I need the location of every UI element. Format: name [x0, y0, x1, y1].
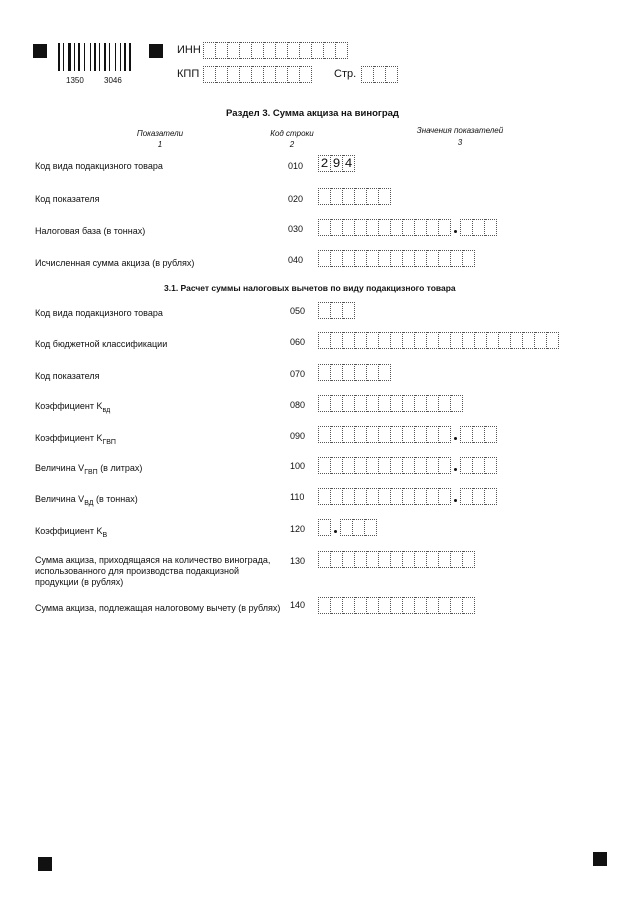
input-cell[interactable] — [391, 332, 403, 349]
input-cell[interactable] — [361, 66, 374, 83]
page-number-field[interactable] — [361, 66, 398, 83]
input-cell[interactable] — [391, 219, 403, 236]
input-cell[interactable] — [379, 488, 391, 505]
input-cell[interactable] — [391, 426, 403, 443]
input-cell[interactable] — [403, 395, 415, 412]
input-cell[interactable]: 2 — [318, 155, 331, 172]
input-cell[interactable] — [460, 488, 473, 505]
input-cell[interactable] — [331, 457, 343, 474]
input-cell[interactable] — [415, 250, 427, 267]
input-cell[interactable] — [379, 332, 391, 349]
decimal-point — [451, 457, 460, 474]
input-cell[interactable] — [391, 395, 403, 412]
input-cell[interactable] — [439, 395, 451, 412]
input-cell[interactable] — [403, 597, 415, 614]
input-cell[interactable] — [379, 219, 391, 236]
input-cell[interactable] — [439, 332, 451, 349]
input-cell[interactable] — [439, 219, 451, 236]
registration-marker-bottom-left — [38, 857, 52, 871]
input-cell[interactable] — [427, 457, 439, 474]
input-cell[interactable] — [355, 364, 367, 381]
input-cell[interactable] — [367, 332, 379, 349]
column-header-values: Значения показателей — [416, 126, 504, 135]
inn-field[interactable] — [203, 42, 348, 59]
input-cell[interactable] — [427, 597, 439, 614]
input-cell[interactable] — [343, 219, 355, 236]
input-cell[interactable] — [367, 364, 379, 381]
input-cell[interactable] — [367, 488, 379, 505]
input-cell[interactable] — [391, 250, 403, 267]
input-cell[interactable] — [318, 250, 331, 267]
row-020-field[interactable] — [318, 188, 391, 205]
row-080-field[interactable] — [318, 395, 463, 412]
column-number-2: 2 — [289, 140, 295, 149]
kpp-label: КПП — [177, 68, 200, 80]
decimal-point — [451, 488, 460, 505]
input-cell[interactable] — [216, 66, 228, 83]
decimal-point — [451, 426, 460, 443]
input-cell[interactable] — [439, 551, 451, 568]
input-cell[interactable] — [331, 332, 343, 349]
row-070-code: 070 — [290, 369, 306, 379]
input-cell[interactable] — [415, 551, 427, 568]
input-cell[interactable] — [355, 395, 367, 412]
input-cell[interactable] — [379, 364, 391, 381]
input-cell[interactable] — [203, 66, 216, 83]
row-130-label: Сумма акциза, приходящаяся на количество винограда, использованного для производства подакцизной продукции (в рублях) — [35, 555, 271, 587]
row-060-label: Код бюджетной классификации — [35, 339, 168, 349]
row-090-label: Коэффициент $K_{ГВП}$ — [35, 433, 116, 446]
input-cell[interactable] — [318, 519, 331, 536]
row-090-code: 090 — [290, 431, 306, 441]
input-cell[interactable] — [451, 551, 463, 568]
row-100-label: Величина $V_{ГВП}$ (в литрах) — [35, 463, 143, 476]
input-cell[interactable] — [318, 457, 331, 474]
input-cell[interactable] — [460, 219, 473, 236]
input-cell[interactable] — [331, 250, 343, 267]
input-cell[interactable] — [343, 364, 355, 381]
input-cell[interactable] — [355, 188, 367, 205]
kpp-field[interactable] — [203, 66, 312, 83]
row-070-field[interactable] — [318, 364, 391, 381]
row-060-code: 060 — [290, 337, 306, 347]
row-040-code: 040 — [288, 255, 304, 265]
input-cell[interactable] — [485, 457, 497, 474]
input-cell[interactable] — [240, 66, 252, 83]
input-cell[interactable] — [343, 551, 355, 568]
input-cell[interactable] — [403, 551, 415, 568]
input-cell[interactable] — [511, 332, 523, 349]
input-cell[interactable] — [415, 597, 427, 614]
input-cell[interactable] — [288, 66, 300, 83]
input-cell[interactable] — [451, 395, 463, 412]
input-cell[interactable] — [473, 488, 485, 505]
input-cell[interactable] — [391, 551, 403, 568]
input-cell[interactable] — [415, 332, 427, 349]
input-cell[interactable] — [391, 488, 403, 505]
row-110-field[interactable] — [318, 488, 497, 505]
input-cell[interactable] — [203, 42, 216, 59]
input-cell[interactable] — [374, 66, 386, 83]
input-cell[interactable] — [343, 457, 355, 474]
input-cell[interactable] — [355, 250, 367, 267]
input-cell[interactable] — [367, 597, 379, 614]
registration-marker-bottom-right — [593, 852, 607, 866]
input-cell[interactable] — [379, 250, 391, 267]
input-cell[interactable] — [252, 42, 264, 59]
input-cell[interactable] — [318, 488, 331, 505]
input-cell[interactable] — [318, 551, 331, 568]
input-cell[interactable] — [318, 332, 331, 349]
input-cell[interactable] — [343, 597, 355, 614]
input-cell[interactable] — [331, 395, 343, 412]
row-070-label: Код показателя — [35, 371, 100, 381]
row-040-label: Исчисленная сумма акциза (в рублях) — [35, 258, 195, 268]
input-cell[interactable] — [439, 250, 451, 267]
row-140-label: Сумма акциза, подлежащая налоговому вычету (в рублях) — [35, 603, 281, 613]
input-cell[interactable] — [318, 426, 331, 443]
input-cell[interactable] — [312, 42, 324, 59]
barcode-number-1: 1350 — [66, 76, 84, 85]
input-cell[interactable] — [473, 457, 485, 474]
input-cell[interactable] — [403, 219, 415, 236]
input-cell[interactable] — [324, 42, 336, 59]
input-cell[interactable] — [367, 219, 379, 236]
input-cell[interactable] — [379, 188, 391, 205]
input-cell[interactable] — [331, 551, 343, 568]
input-cell[interactable]: 4 — [343, 155, 355, 172]
input-cell[interactable] — [403, 332, 415, 349]
input-cell[interactable] — [415, 426, 427, 443]
input-cell[interactable] — [439, 426, 451, 443]
row-130-code: 130 — [290, 556, 306, 566]
input-cell[interactable] — [331, 364, 343, 381]
input-cell[interactable] — [355, 597, 367, 614]
input-cell[interactable] — [365, 519, 377, 536]
registration-marker-top-left — [33, 44, 47, 58]
barcode-number-2: 3046 — [104, 76, 122, 85]
input-cell[interactable] — [367, 250, 379, 267]
input-cell[interactable] — [427, 426, 439, 443]
input-cell[interactable] — [228, 66, 240, 83]
input-cell[interactable] — [276, 42, 288, 59]
row-030-code: 030 — [288, 224, 304, 234]
input-cell[interactable] — [228, 42, 240, 59]
input-cell[interactable] — [379, 551, 391, 568]
input-cell[interactable] — [355, 551, 367, 568]
input-cell[interactable] — [473, 426, 485, 443]
input-cell[interactable] — [499, 332, 511, 349]
input-cell[interactable] — [451, 597, 463, 614]
input-cell[interactable] — [343, 250, 355, 267]
page-label: Стр. — [334, 68, 357, 80]
input-cell[interactable] — [415, 488, 427, 505]
input-cell[interactable] — [367, 395, 379, 412]
row-010-field[interactable] — [318, 155, 355, 172]
input-cell[interactable] — [379, 597, 391, 614]
input-cell[interactable] — [487, 332, 499, 349]
row-140-code: 140 — [290, 600, 306, 610]
row-040-field[interactable] — [318, 250, 475, 267]
input-cell[interactable] — [343, 302, 355, 319]
row-130-field[interactable] — [318, 551, 475, 568]
input-cell[interactable] — [343, 488, 355, 505]
row-010-label: Код вида подакцизного товара — [35, 161, 163, 171]
section-3-1-title: 3.1. Расчет суммы налоговых вычетов по виду подакцизного товара — [164, 283, 456, 293]
registration-marker-top-middle — [149, 44, 163, 58]
input-cell[interactable] — [367, 551, 379, 568]
row-030-label: Налоговая база (в тоннах) — [35, 226, 146, 236]
input-cell[interactable] — [276, 66, 288, 83]
input-cell[interactable] — [523, 332, 535, 349]
row-120-code: 120 — [290, 524, 306, 534]
input-cell[interactable] — [318, 188, 331, 205]
input-cell[interactable] — [331, 219, 343, 236]
input-cell[interactable] — [318, 364, 331, 381]
input-cell[interactable] — [427, 332, 439, 349]
input-cell[interactable] — [439, 488, 451, 505]
input-cell[interactable] — [427, 488, 439, 505]
row-140-field[interactable] — [318, 597, 475, 614]
input-cell[interactable] — [367, 457, 379, 474]
row-060-field[interactable] — [318, 332, 559, 349]
input-cell[interactable] — [355, 426, 367, 443]
input-cell[interactable] — [485, 488, 497, 505]
column-header-indicators: Показатели — [136, 129, 184, 138]
row-110-code: 110 — [290, 492, 305, 502]
input-cell[interactable] — [300, 42, 312, 59]
input-cell[interactable] — [331, 488, 343, 505]
input-cell[interactable] — [355, 332, 367, 349]
input-cell[interactable] — [415, 219, 427, 236]
input-cell[interactable] — [460, 426, 473, 443]
input-cell[interactable] — [485, 426, 497, 443]
input-cell[interactable] — [336, 42, 348, 59]
input-cell[interactable] — [427, 250, 439, 267]
input-cell[interactable] — [353, 519, 365, 536]
input-cell[interactable] — [300, 66, 312, 83]
input-cell[interactable] — [318, 597, 331, 614]
row-050-code: 050 — [290, 306, 306, 316]
input-cell[interactable] — [403, 426, 415, 443]
input-cell[interactable] — [318, 395, 331, 412]
input-cell[interactable] — [535, 332, 547, 349]
input-cell[interactable] — [451, 250, 463, 267]
input-cell[interactable]: 9 — [331, 155, 343, 172]
input-cell[interactable] — [403, 488, 415, 505]
row-100-field[interactable] — [318, 457, 497, 474]
input-cell[interactable] — [463, 597, 475, 614]
input-cell[interactable] — [547, 332, 559, 349]
input-cell[interactable] — [460, 457, 473, 474]
input-cell[interactable] — [343, 188, 355, 205]
input-cell[interactable] — [451, 332, 463, 349]
input-cell[interactable] — [473, 219, 485, 236]
input-cell[interactable] — [463, 332, 475, 349]
input-cell[interactable] — [264, 42, 276, 59]
input-cell[interactable] — [343, 332, 355, 349]
input-cell[interactable] — [343, 395, 355, 412]
row-120-label: Коэффициент $K_В$ — [35, 526, 108, 539]
barcode — [58, 43, 132, 77]
row-050-label: Код вида подакцизного товара — [35, 308, 163, 318]
row-030-field[interactable] — [318, 219, 497, 236]
decimal-point — [331, 519, 340, 536]
input-cell[interactable] — [318, 219, 331, 236]
input-cell[interactable] — [355, 488, 367, 505]
decimal-point — [451, 219, 460, 236]
input-cell[interactable] — [427, 219, 439, 236]
input-cell[interactable] — [403, 457, 415, 474]
row-090-field[interactable] — [318, 426, 497, 443]
input-cell[interactable] — [463, 250, 475, 267]
input-cell[interactable] — [379, 426, 391, 443]
input-cell[interactable] — [288, 42, 300, 59]
input-cell[interactable] — [331, 426, 343, 443]
input-cell[interactable] — [331, 597, 343, 614]
row-110-label: Величина $V_{ВД}$ (в тоннах) — [35, 494, 138, 507]
input-cell[interactable] — [379, 457, 391, 474]
input-cell[interactable] — [391, 457, 403, 474]
input-cell[interactable] — [367, 188, 379, 205]
input-cell[interactable] — [391, 597, 403, 614]
row-080-label: Коэффициент $K_{вд}$ — [35, 401, 111, 414]
input-cell[interactable] — [318, 302, 331, 319]
section-3-title: Раздел 3. Сумма акциза на виноград — [226, 108, 399, 119]
input-cell[interactable] — [331, 302, 343, 319]
input-cell[interactable] — [240, 42, 252, 59]
row-020-code: 020 — [288, 194, 304, 204]
input-cell[interactable] — [439, 597, 451, 614]
row-080-code: 080 — [290, 400, 306, 410]
input-cell[interactable] — [216, 42, 228, 59]
input-cell[interactable] — [252, 66, 264, 83]
input-cell[interactable] — [367, 426, 379, 443]
input-cell[interactable] — [403, 250, 415, 267]
input-cell[interactable] — [415, 457, 427, 474]
column-header-line-code: Код строки — [270, 129, 314, 138]
row-020-label: Код показателя — [35, 194, 100, 204]
input-cell[interactable] — [463, 551, 475, 568]
input-cell[interactable] — [355, 219, 367, 236]
input-cell[interactable] — [386, 66, 398, 83]
input-cell[interactable] — [475, 332, 487, 349]
input-cell[interactable] — [485, 219, 497, 236]
input-cell[interactable] — [340, 519, 353, 536]
input-cell[interactable] — [343, 426, 355, 443]
input-cell[interactable] — [415, 395, 427, 412]
row-010-code: 010 — [288, 161, 304, 171]
input-cell[interactable] — [427, 551, 439, 568]
input-cell[interactable] — [331, 188, 343, 205]
row-100-code: 100 — [290, 461, 306, 471]
row-120-field[interactable] — [318, 519, 377, 536]
column-number-3: 3 — [457, 138, 463, 147]
input-cell[interactable] — [264, 66, 276, 83]
input-cell[interactable] — [439, 457, 451, 474]
column-number-1: 1 — [157, 140, 163, 149]
input-cell[interactable] — [427, 395, 439, 412]
input-cell[interactable] — [355, 457, 367, 474]
row-050-field[interactable] — [318, 302, 355, 319]
input-cell[interactable] — [379, 395, 391, 412]
inn-label: ИНН — [177, 44, 201, 56]
